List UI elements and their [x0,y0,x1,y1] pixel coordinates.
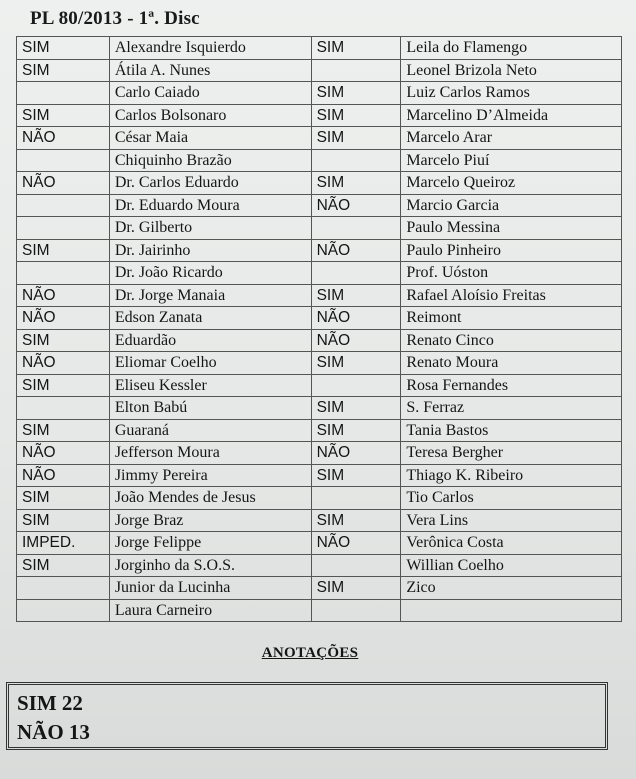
vote-left [17,149,110,172]
vote-left: NÃO [17,352,110,375]
table-row [17,419,622,442]
vote-right: NÃO [311,532,401,555]
vote-right: SIM [311,509,401,532]
table-row [17,262,622,285]
table-row [17,577,622,600]
councilor-right: Renato Moura [401,352,622,375]
vote-right: SIM [311,82,401,105]
councilor-left: Dr. Jorge Manaia [109,284,311,307]
councilor-left: Átila A. Nunes [109,59,311,82]
councilor-right: Rafael Aloísio Freitas [401,284,622,307]
vote-right [311,59,401,82]
document-title: PL 80/2013 - 1ª. Disc [30,8,200,29]
councilor-left: Guaraná [109,419,311,442]
vote-left: SIM [17,509,110,532]
councilor-right: Teresa Bergher [401,442,622,465]
table-row [17,554,622,577]
table-row [17,464,622,487]
table-row [17,487,622,510]
vote-left: SIM [17,374,110,397]
councilor-right: Marcelino D’Almeida [401,104,622,127]
councilor-left: Dr. Eduardo Moura [109,194,311,217]
councilor-right: Renato Cinco [401,329,622,352]
vote-left: IMPED. [17,532,110,555]
vote-left: NÃO [17,127,110,150]
councilor-right: Marcelo Arar [401,127,622,150]
vote-table [16,36,622,622]
councilor-left: Jorge Felippe [109,532,311,555]
councilor-right: Rosa Fernandes [401,374,622,397]
councilor-left: Jorginho da S.O.S. [109,554,311,577]
councilor-left: Laura Carneiro [109,599,311,622]
annotations-box [6,682,608,750]
vote-right: SIM [311,104,401,127]
vote-left: SIM [17,37,110,60]
vote-right: SIM [311,37,401,60]
councilor-right: Luiz Carlos Ramos [401,82,622,105]
councilor-left: Carlos Bolsonaro [109,104,311,127]
vote-right [311,217,401,240]
vote-right: NÃO [311,329,401,352]
councilor-left: Jefferson Moura [109,442,311,465]
councilor-left: Dr. Carlos Eduardo [109,172,311,195]
vote-left: SIM [17,59,110,82]
vote-left [17,262,110,285]
table-row [17,397,622,420]
vote-right [311,374,401,397]
table-row [17,284,622,307]
councilor-right [401,599,622,622]
annotations-heading: ANOTAÇÕES [261,645,359,661]
councilor-left: Junior da Lucinha [109,577,311,600]
vote-right: SIM [311,352,401,375]
vote-right: NÃO [311,307,401,330]
councilor-left: Eliseu Kessler [109,374,311,397]
vote-right: SIM [311,284,401,307]
councilor-right: Paulo Messina [401,217,622,240]
vote-right: NÃO [311,442,401,465]
councilor-left: Elton Babú [109,397,311,420]
vote-table-body [17,37,622,622]
councilor-right: Paulo Pinheiro [401,239,622,262]
councilor-left: Dr. Jairinho [109,239,311,262]
councilor-left: Dr. Gilberto [109,217,311,240]
councilor-right: Zico [401,577,622,600]
table-row [17,194,622,217]
councilor-left: Chiquinho Brazão [109,149,311,172]
vote-left: NÃO [17,307,110,330]
councilor-right: Thiago K. Ribeiro [401,464,622,487]
councilor-left: João Mendes de Jesus [109,487,311,510]
councilor-left: Eduardão [109,329,311,352]
councilor-right: Verônica Costa [401,532,622,555]
councilor-right: Reimont [401,307,622,330]
councilor-right: S. Ferraz [401,397,622,420]
vote-right: SIM [311,397,401,420]
vote-left [17,82,110,105]
table-row [17,149,622,172]
vote-right [311,149,401,172]
vote-right: SIM [311,419,401,442]
vote-right [311,599,401,622]
vote-left [17,397,110,420]
vote-left [17,599,110,622]
table-row [17,442,622,465]
annotation-line-sim: SIM 22 [17,691,83,715]
vote-right: SIM [311,172,401,195]
vote-left: SIM [17,554,110,577]
vote-left: NÃO [17,464,110,487]
councilor-right: Willian Coelho [401,554,622,577]
councilor-left: Dr. João Ricardo [109,262,311,285]
table-row [17,307,622,330]
vote-right: SIM [311,464,401,487]
vote-right [311,487,401,510]
table-row [17,104,622,127]
vote-left: SIM [17,487,110,510]
councilor-right: Leila do Flamengo [401,37,622,60]
vote-left: SIM [17,104,110,127]
vote-right [311,554,401,577]
table-row [17,352,622,375]
councilor-right: Tania Bastos [401,419,622,442]
table-row [17,532,622,555]
vote-left: SIM [17,329,110,352]
vote-right [311,262,401,285]
vote-left: SIM [17,419,110,442]
councilor-left: Eliomar Coelho [109,352,311,375]
councilor-right: Vera Lins [401,509,622,532]
vote-left [17,577,110,600]
table-row [17,599,622,622]
vote-left: NÃO [17,442,110,465]
vote-right: NÃO [311,239,401,262]
vote-left: NÃO [17,284,110,307]
vote-left [17,194,110,217]
table-row [17,239,622,262]
councilor-right: Marcelo Queiroz [401,172,622,195]
vote-right: SIM [311,127,401,150]
councilor-right: Prof. Uóston [401,262,622,285]
table-row [17,217,622,240]
councilor-right: Tio Carlos [401,487,622,510]
table-row [17,172,622,195]
councilor-left: Alexandre Isquierdo [109,37,311,60]
councilor-left: Jimmy Pereira [109,464,311,487]
councilor-left: César Maia [109,127,311,150]
table-row [17,82,622,105]
councilor-left: Jorge Braz [109,509,311,532]
vote-right: SIM [311,577,401,600]
councilor-right: Marcelo Piuí [401,149,622,172]
councilor-right: Marcio Garcia [401,194,622,217]
table-row [17,37,622,60]
table-row [17,127,622,150]
annotation-line-nao: NÃO 13 [17,720,90,744]
table-row [17,59,622,82]
councilor-left: Edson Zanata [109,307,311,330]
vote-left: NÃO [17,172,110,195]
councilor-left: Carlo Caiado [109,82,311,105]
councilor-right: Leonel Brizola Neto [401,59,622,82]
vote-left [17,217,110,240]
vote-left: SIM [17,239,110,262]
table-row [17,509,622,532]
vote-right: NÃO [311,194,401,217]
table-row [17,329,622,352]
table-row [17,374,622,397]
